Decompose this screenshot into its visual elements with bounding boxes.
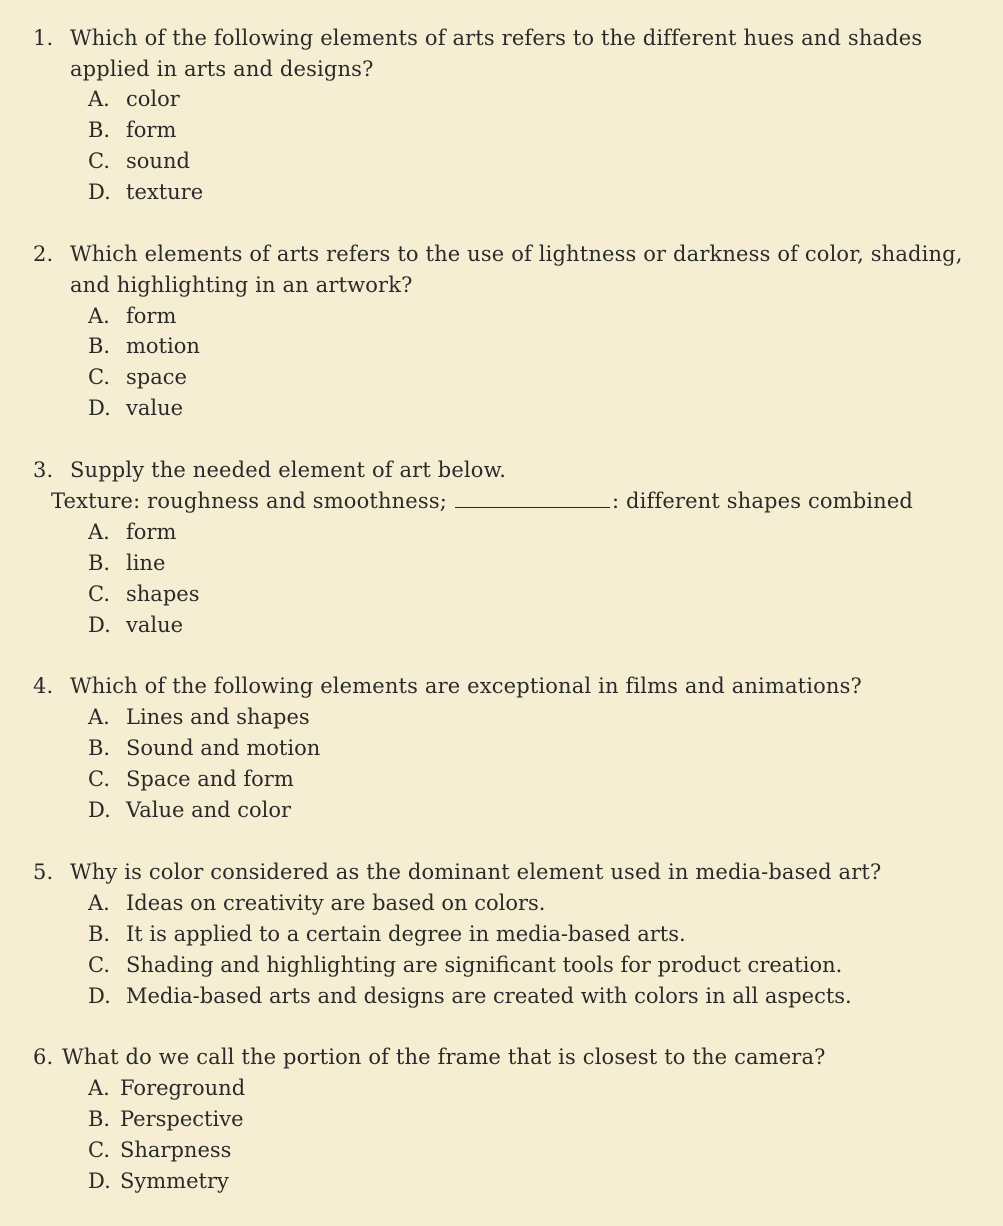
option-letter: C.	[88, 582, 110, 606]
question-text-line: Which of the following elements are exceptional in films and animations?	[70, 674, 862, 698]
option-text: sound	[126, 149, 190, 173]
option-letter: A.	[88, 304, 110, 328]
option-a[interactable]	[88, 301, 176, 332]
option-a[interactable]	[88, 1073, 245, 1104]
option-a[interactable]	[88, 702, 310, 733]
option-text: shapes	[126, 582, 200, 606]
question-number: 3.	[33, 458, 54, 482]
option-b[interactable]	[88, 548, 165, 579]
option-d[interactable]	[88, 177, 203, 208]
question-text-line: Which elements of arts refers to the use of lightness or darkness of color, shading,	[70, 242, 963, 266]
option-a[interactable]	[88, 517, 176, 548]
prompt-before: Texture: roughness and smoothness;	[51, 489, 447, 513]
option-b[interactable]	[88, 331, 200, 362]
option-text: form	[126, 520, 177, 544]
question-text-line: Why is color considered as the dominant element used in media-based art?	[70, 860, 882, 884]
option-c[interactable]	[88, 764, 294, 795]
question-number: 4.	[33, 674, 54, 698]
option-letter: A.	[88, 1076, 110, 1100]
option-letter: A.	[88, 520, 110, 544]
option-letter: D.	[88, 798, 111, 822]
option-text: form	[126, 304, 177, 328]
prompt-after: : different shapes combined	[611, 489, 914, 513]
option-letter: C.	[88, 149, 110, 173]
option-c[interactable]	[88, 362, 187, 393]
option-letter: C.	[88, 767, 110, 791]
option-text: Perspective	[120, 1107, 244, 1131]
question-text-line: applied in arts and designs?	[70, 57, 374, 81]
option-text: value	[126, 396, 184, 420]
option-b[interactable]	[88, 115, 176, 146]
option-text: motion	[126, 334, 200, 358]
option-letter: B.	[88, 1107, 111, 1131]
option-text: Lines and shapes	[126, 705, 310, 729]
option-letter: D.	[88, 984, 111, 1008]
option-d[interactable]	[88, 795, 291, 826]
question-number: 2.	[33, 242, 54, 266]
option-c[interactable]	[88, 950, 842, 981]
option-text: line	[126, 551, 166, 575]
answer-blank[interactable]	[455, 487, 610, 508]
option-b[interactable]	[88, 1104, 244, 1135]
option-c[interactable]	[88, 146, 190, 177]
option-text: Sharpness	[120, 1138, 232, 1162]
option-text: It is applied to a certain degree in media-based arts.	[126, 922, 686, 946]
option-d[interactable]	[88, 610, 183, 641]
question-text-line: and highlighting in an artwork?	[70, 273, 413, 297]
option-text: Ideas on creativity are based on colors.	[126, 891, 546, 915]
option-b[interactable]	[88, 919, 686, 950]
option-text: space	[126, 365, 187, 389]
option-c[interactable]	[88, 1135, 231, 1166]
option-letter: C.	[88, 953, 110, 977]
option-b[interactable]	[88, 733, 320, 764]
option-text: Foreground	[120, 1076, 246, 1100]
option-text: Shading and highlighting are significant tools for product creation.	[126, 953, 843, 977]
option-text: color	[126, 87, 180, 111]
question-text-line: Supply the needed element of art below.	[70, 458, 507, 482]
option-text: Symmetry	[120, 1169, 229, 1193]
question-text-line: Which of the following elements of arts refers to the different hues and shades	[70, 26, 923, 50]
option-letter: D.	[88, 613, 111, 637]
option-text: value	[126, 613, 184, 637]
option-letter: D.	[88, 180, 111, 204]
option-text: Space and form	[126, 767, 294, 791]
option-letter: A.	[88, 705, 110, 729]
option-d[interactable]	[88, 393, 183, 424]
option-letter: A.	[88, 87, 110, 111]
fill-in-prompt	[51, 486, 913, 517]
option-text: Sound and motion	[126, 736, 321, 760]
option-letter: B.	[88, 334, 111, 358]
option-text: texture	[126, 180, 204, 204]
option-d[interactable]	[88, 981, 852, 1012]
option-letter: B.	[88, 736, 111, 760]
question-number: 1.	[33, 26, 54, 50]
question-text-line: What do we call the portion of the frame that is closest to the camera?	[62, 1045, 826, 1069]
option-d[interactable]	[88, 1166, 229, 1197]
option-a[interactable]	[88, 84, 180, 115]
option-letter: D.	[88, 396, 111, 420]
option-text: form	[126, 118, 177, 142]
question-number: 5.	[33, 860, 54, 884]
option-a[interactable]	[88, 888, 546, 919]
option-letter: B.	[88, 551, 111, 575]
question-number: 6.	[33, 1045, 54, 1069]
option-letter: B.	[88, 118, 111, 142]
option-letter: B.	[88, 922, 111, 946]
option-text: Media-based arts and designs are created with colors in all aspects.	[126, 984, 852, 1008]
option-letter: C.	[88, 365, 110, 389]
option-letter: A.	[88, 891, 110, 915]
option-letter: C.	[88, 1138, 110, 1162]
option-text: Value and color	[126, 798, 292, 822]
option-c[interactable]	[88, 579, 199, 610]
option-letter: D.	[88, 1169, 111, 1193]
